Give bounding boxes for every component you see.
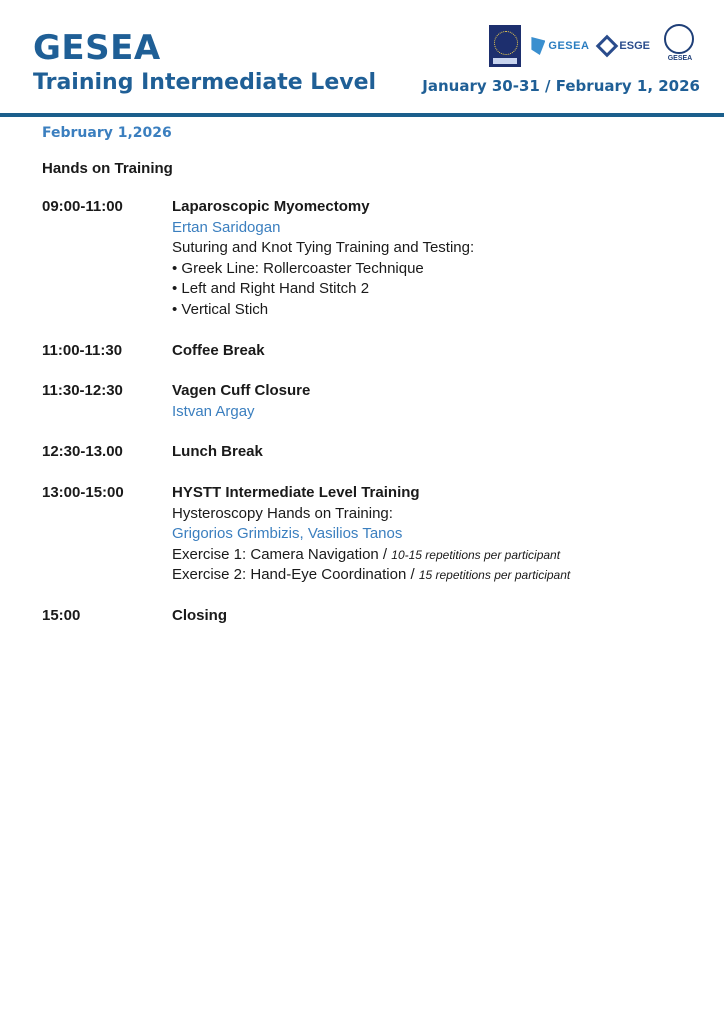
session-line: • Left and Right Hand Stitch 2 [172, 280, 370, 298]
session-line: Suturing and Knot Tying Training and Testing: [172, 239, 475, 257]
schedule-row [42, 341, 682, 362]
session-time: 13:00-15:00 [42, 483, 124, 501]
session-time: 12:30-13.00 [42, 443, 123, 461]
session-speaker: Istvan Argay [172, 402, 255, 420]
gesea-education-wordmark: GESEA [548, 40, 590, 52]
session-time: 09:00-11:00 [42, 198, 123, 215]
exercise-line [172, 565, 570, 586]
eu-logo-tag [493, 58, 517, 64]
program-content [42, 125, 682, 647]
exercise-repetitions: 15 repetitions per participant [418, 568, 571, 583]
session-detail [172, 606, 227, 627]
ankara-seal-icon [664, 24, 694, 54]
session-title: Closing [172, 606, 227, 624]
session-detail [172, 381, 310, 422]
session-title: Laparoscopic Myomectomy [172, 198, 370, 215]
day-date: February 1,2026 [42, 125, 172, 141]
session-detail [172, 483, 570, 586]
session-speaker: Ertan Saridogan [172, 218, 281, 236]
session-detail [172, 442, 263, 463]
exercise-name: Exercise 1: Camera Navigation [172, 545, 379, 563]
header-divider [0, 113, 724, 117]
session-speaker: Grigorios Grimbizis, Vasilios Tanos [172, 525, 403, 543]
esge-academy-wordmark: ESGE [619, 40, 650, 52]
exercise-line [172, 545, 570, 566]
event-dates: January 30-31 / February 1, 2026 [422, 77, 700, 95]
partner-logos [489, 24, 700, 68]
exercise-separator: / [406, 566, 419, 584]
session-time: 11:30-12:30 [42, 382, 123, 400]
session-title: Coffee Break [172, 341, 265, 359]
page-header [0, 0, 724, 118]
session-time: 11:00-11:30 [42, 341, 123, 359]
exercise-name: Exercise 2: Hand-Eye Coordination [172, 566, 407, 584]
session-title: Lunch Break [172, 443, 263, 461]
session-line: • Vertical Stich [172, 300, 269, 318]
session-title: HYSTT Intermediate Level Training [172, 483, 420, 501]
schedule-list [42, 197, 682, 627]
session-line: Hysteroscopy Hands on Training: [172, 504, 393, 522]
esge-academy-logo [599, 38, 650, 54]
eu-stars-icon [494, 31, 518, 55]
section-title: Hands on Training [42, 160, 173, 177]
schedule-row [42, 381, 682, 422]
exercise-repetitions: 10-15 repetitions per participant [391, 547, 561, 562]
session-detail [172, 197, 474, 321]
session-title: Vagen Cuff Closure [172, 382, 311, 400]
schedule-row [42, 442, 682, 463]
schedule-row [42, 197, 682, 321]
gesea-ankara-logo [660, 24, 700, 68]
gesea-mark-icon [531, 37, 545, 55]
eu-logo [489, 25, 521, 67]
schedule-row [42, 606, 682, 627]
brand-subtitle: Training Intermediate Level [33, 70, 377, 95]
exercise-separator: / [378, 545, 392, 563]
schedule-row [42, 483, 682, 586]
session-detail [172, 341, 265, 362]
gesea-education-logo [531, 37, 589, 55]
esge-diamond-icon [596, 35, 619, 58]
brand-title: GESEA [33, 28, 161, 68]
session-line: • Greek Line: Rollercoaster Technique [172, 259, 424, 277]
gesea-ankara-wordmark: GESEA [667, 55, 693, 62]
session-time: 15:00 [42, 606, 81, 624]
